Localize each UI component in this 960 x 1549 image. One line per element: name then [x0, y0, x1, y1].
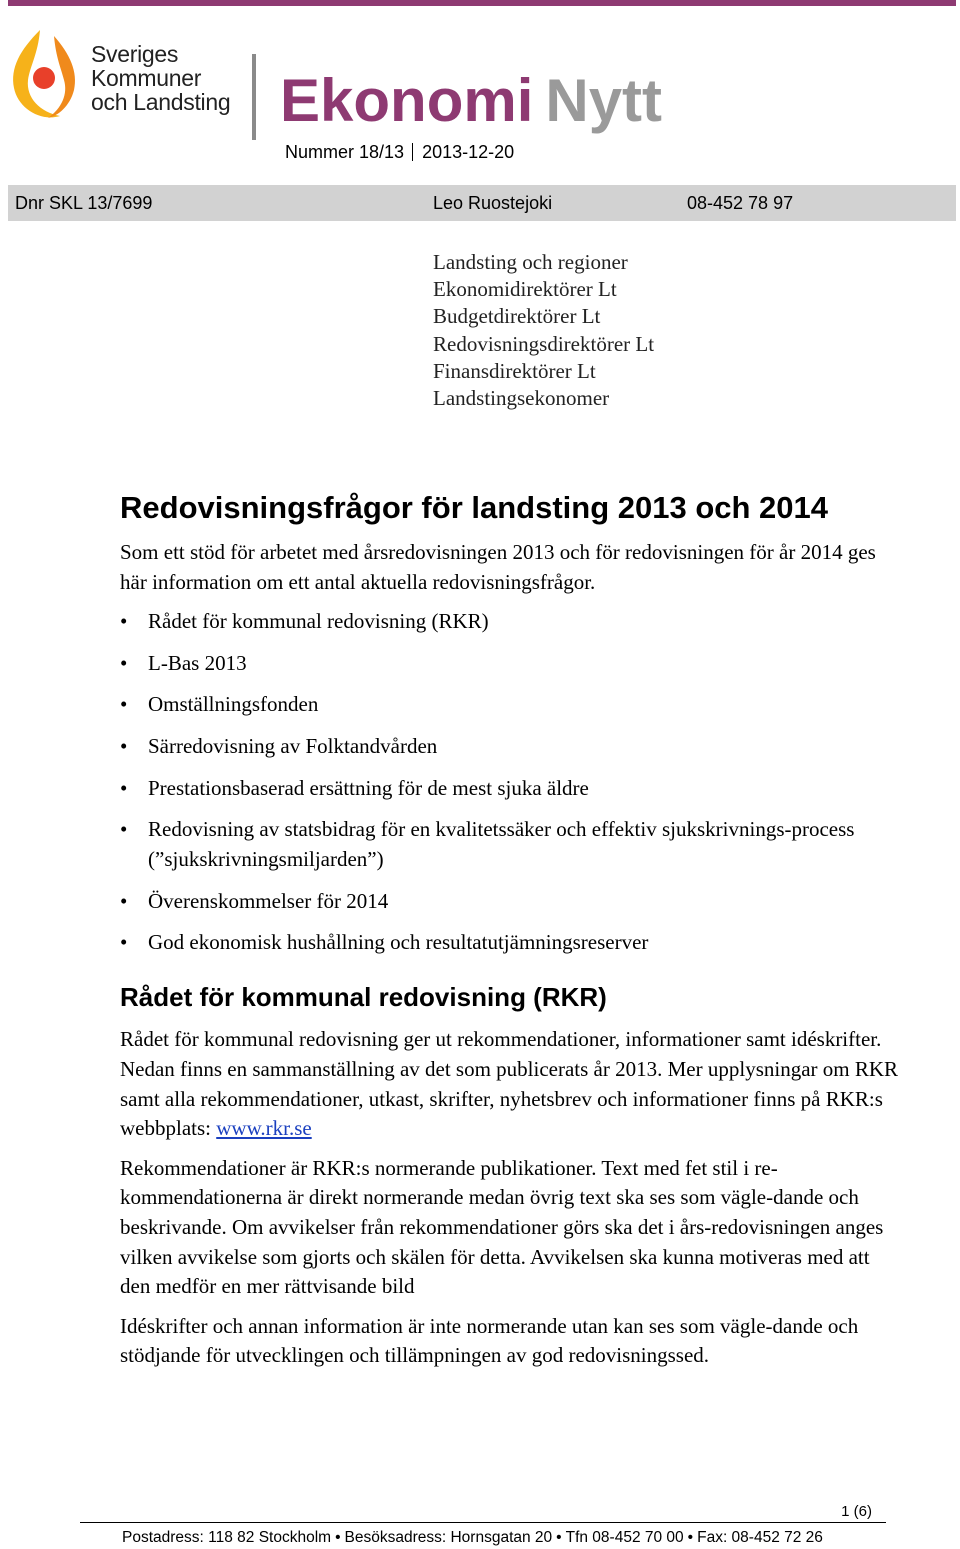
list-item: • God ekonomisk hushållning och resultatutjämningsreserver	[120, 927, 900, 957]
contact-name: Leo Ruostejoki	[433, 193, 553, 213]
rkr-paragraph-2: Rekommendationer är RKR:s normerande publikationer. Text med fet stil i re-kommendationerna är direkt normerande medan övrig text ska ses som vägle-dande och beskrivande. Om avvikelser från rekommendationer görs ska det i års-redovisningen anges vilken avvikelse som gjorts och skälen för detta. Avvikelsen ska kunna motiveras med att den medför en mer rättvisande bild	[120, 1155, 884, 1299]
recipient: Landsting och regioner	[433, 250, 628, 274]
skl-flame-logo-icon	[10, 28, 80, 128]
bullet-separator-icon: •	[335, 1529, 341, 1546]
rkr-paragraph-3: Idéskrifter och annan information är inte normerande utan kan ses som vägle-dande och stödjande för utvecklingen och tillämpningen av god redovisningssed.	[120, 1313, 859, 1368]
recipient: Finansdirektörer Lt	[433, 358, 596, 383]
recipient-list	[433, 249, 654, 412]
recipient: Ekonomidirektörer Lt	[433, 277, 617, 302]
list-item: • L-Bas 2013	[120, 648, 900, 678]
org-logo-text	[91, 42, 230, 114]
logo-line-2: Kommuner	[91, 65, 202, 91]
rkr-paragraph-1-text: Rådet för kommunal redovisning ger ut rekommendationer, informationer samt idéskrifter. Nedan finns en sammanställning av det som publicerats år 2013. Mer upplysningar om RKR samt alla rekommendationer, utkast, skrifter, nyhetsbrev och informationer finns på RKR:s webbplats:	[120, 1027, 899, 1141]
dnr-number: Dnr SKL 13/7699	[15, 193, 153, 213]
bullet-separator-icon: •	[556, 1529, 562, 1546]
recipient: Budgetdirektörer Lt	[433, 304, 601, 329]
logo-line-3: och Landsting	[91, 89, 231, 115]
footer-postal: Postadress: 118 82 Stockholm	[122, 1529, 332, 1546]
contact-phone: 08-452 78 97	[687, 193, 794, 213]
issue-number: Nummer 18/13	[285, 142, 405, 162]
recipient: Redovisningsdirektörer Lt	[433, 331, 655, 356]
header-divider	[252, 54, 256, 140]
issue-separator	[412, 143, 413, 161]
topic-list	[120, 606, 900, 957]
list-item: • Särredovisning av Folktandvården	[120, 731, 900, 761]
document-title: Redovisningsfrågor för landsting 2013 och 2014	[120, 490, 829, 525]
list-item: • Redovisning av statsbidrag för en kvalitetssäker och effektiv sjukskrivnings-process (”sjukskrivningsmiljarden”)	[120, 814, 900, 874]
issue-date: 2013-12-20	[422, 142, 515, 162]
footer-fax: Fax: 08-452 72 26	[697, 1529, 823, 1546]
rkr-website-link[interactable]: www.rkr.se	[216, 1116, 312, 1141]
document-info-bar	[8, 185, 956, 221]
main-content	[120, 488, 900, 1381]
bullet-separator-icon: •	[687, 1529, 694, 1546]
footer-address	[122, 1529, 823, 1547]
intro-paragraph: Som ett stöd för arbetet med årsredovisningen 2013 och för redovisningen för år 2014 ges här information om ett antal aktuella redovisningsfrågor.	[120, 540, 876, 594]
list-item: • Prestationsbaserad ersättning för de mest sjuka äldre	[120, 773, 900, 803]
newsletter-masthead	[280, 66, 662, 136]
page-number: 1 (6)	[841, 1503, 872, 1520]
issue-line	[285, 141, 514, 163]
recipient: Landstingsekonomer	[433, 386, 610, 411]
masthead-nytt: Nytt	[545, 67, 663, 134]
logo-line-1: Sveriges	[91, 41, 179, 67]
rkr-paragraph-1	[120, 1025, 900, 1143]
footer-phone: Tfn 08-452 70 00	[565, 1529, 684, 1546]
section-heading-rkr: Rådet för kommunal redovisning (RKR)	[120, 982, 607, 1013]
list-item: • Överenskommelser för 2014	[120, 886, 900, 916]
masthead-ekonomi: Ekonomi	[280, 67, 534, 134]
footer-divider	[80, 1522, 886, 1523]
list-item: • Rådet för kommunal redovisning (RKR)	[120, 606, 900, 636]
list-item: • Omställningsfonden	[120, 689, 900, 719]
top-accent-bar	[8, 0, 956, 6]
footer-visit: Besöksadress: Hornsgatan 20	[344, 1529, 553, 1546]
